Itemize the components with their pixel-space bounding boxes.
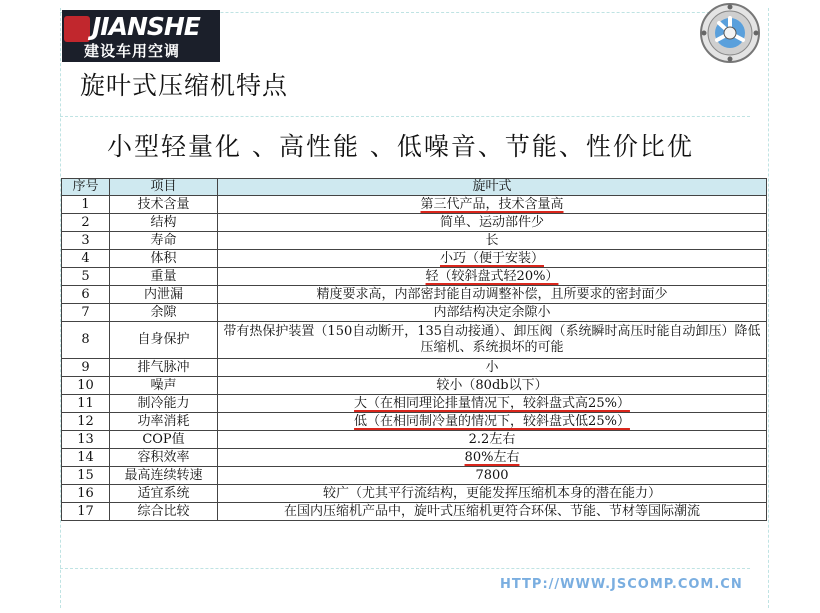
row-index: 3 (62, 232, 110, 250)
row-value (218, 268, 767, 286)
row-item: 适宜系统 (110, 485, 218, 503)
guide-line-middle (60, 116, 750, 117)
row-value: 7800 (218, 467, 767, 485)
row-value: 带有热保护装置（150自动断开，135自动接通）、卸压阀（系统瞬时高压时能自动卸压）降低压缩机、系统损坏的可能 (218, 322, 767, 359)
row-item: 排气脉冲 (110, 359, 218, 377)
slide-subtitle: 小型轻量化 、高性能 、低噪音、节能、性价比优 (107, 132, 694, 161)
slide-title: 旋叶式压缩机特点 (80, 71, 289, 100)
guide-line-right (768, 8, 769, 608)
row-value: 在国内压缩机产品中，旋叶式压缩机更符合环保、节能、节材等国际潮流 (218, 503, 767, 521)
table-row (62, 286, 767, 304)
row-value: 较广（尤其平行流结构，更能发挥压缩机本身的潜在能力） (218, 485, 767, 503)
table-row (62, 196, 767, 214)
row-item: 重量 (110, 268, 218, 286)
row-index: 11 (62, 395, 110, 413)
table-row (62, 431, 767, 449)
row-value-text: 大（在相同理论排量情况下，较斜盘式高25%） (354, 395, 630, 411)
guide-line-bottom (60, 568, 750, 569)
logo-subtitle: 建设车用空调 (84, 42, 181, 60)
row-value: 简单、运动部件少 (218, 214, 767, 232)
row-value (218, 413, 767, 431)
header-index: 序号 (62, 179, 110, 196)
row-value: 较小（80db以下） (218, 377, 767, 395)
row-item: 综合比较 (110, 503, 218, 521)
logo-brand: JIANSHE (92, 12, 200, 41)
table-row (62, 250, 767, 268)
row-value (218, 196, 767, 214)
row-index: 17 (62, 503, 110, 521)
row-item: 制冷能力 (110, 395, 218, 413)
table-row (62, 232, 767, 250)
table-row (62, 214, 767, 232)
company-logo (62, 10, 220, 62)
table-row (62, 377, 767, 395)
table-row (62, 449, 767, 467)
table-header-row (62, 179, 767, 196)
row-item: 功率消耗 (110, 413, 218, 431)
row-value-text: 轻（较斜盘式轻20%） (425, 268, 559, 284)
row-item: 结构 (110, 214, 218, 232)
table-row (62, 503, 767, 521)
row-value: 2.2左右 (218, 431, 767, 449)
table-row (62, 413, 767, 431)
row-value-text: 第三代产品，技术含量高 (420, 196, 564, 212)
row-index: 8 (62, 322, 110, 359)
row-value-text: 低（在相同制冷量的情况下，较斜盘式低25%） (354, 413, 630, 429)
row-item: 自身保护 (110, 322, 218, 359)
row-index: 9 (62, 359, 110, 377)
row-index: 10 (62, 377, 110, 395)
row-item: 体积 (110, 250, 218, 268)
row-index: 2 (62, 214, 110, 232)
table-row (62, 467, 767, 485)
row-item: 噪声 (110, 377, 218, 395)
row-index: 14 (62, 449, 110, 467)
row-value (218, 395, 767, 413)
row-index: 7 (62, 304, 110, 322)
row-value: 精度要求高，内部密封能自动调整补偿，且所要求的密封面少 (218, 286, 767, 304)
row-value: 小 (218, 359, 767, 377)
row-index: 13 (62, 431, 110, 449)
row-item: 寿命 (110, 232, 218, 250)
row-value: 内部结构决定余隙小 (218, 304, 767, 322)
table-row (62, 395, 767, 413)
row-item: COP值 (110, 431, 218, 449)
row-index: 5 (62, 268, 110, 286)
table-row (62, 268, 767, 286)
header-item: 项目 (110, 179, 218, 196)
row-item: 技术含量 (110, 196, 218, 214)
row-item: 最高连续转速 (110, 467, 218, 485)
row-value (218, 449, 767, 467)
row-index: 16 (62, 485, 110, 503)
table-row (62, 304, 767, 322)
row-value: 长 (218, 232, 767, 250)
row-index: 15 (62, 467, 110, 485)
row-index: 12 (62, 413, 110, 431)
footer-website-url: HTTP://WWW.JSCOMP.COM.CN (500, 577, 743, 592)
compressor-icon (697, 2, 763, 64)
row-value-text: 80%左右 (464, 449, 520, 465)
row-value (218, 250, 767, 268)
row-item: 容积效率 (110, 449, 218, 467)
table-row (62, 485, 767, 503)
row-value-text: 小巧（便于安装） (439, 250, 544, 266)
row-index: 6 (62, 286, 110, 304)
table-row (62, 322, 767, 359)
row-item: 内泄漏 (110, 286, 218, 304)
row-index: 1 (62, 196, 110, 214)
row-index: 4 (62, 250, 110, 268)
logo-emblem-icon (64, 16, 90, 42)
row-item: 余隙 (110, 304, 218, 322)
header-rotary-vane: 旋叶式 (218, 179, 767, 196)
table-row (62, 359, 767, 377)
spec-table (61, 178, 767, 521)
